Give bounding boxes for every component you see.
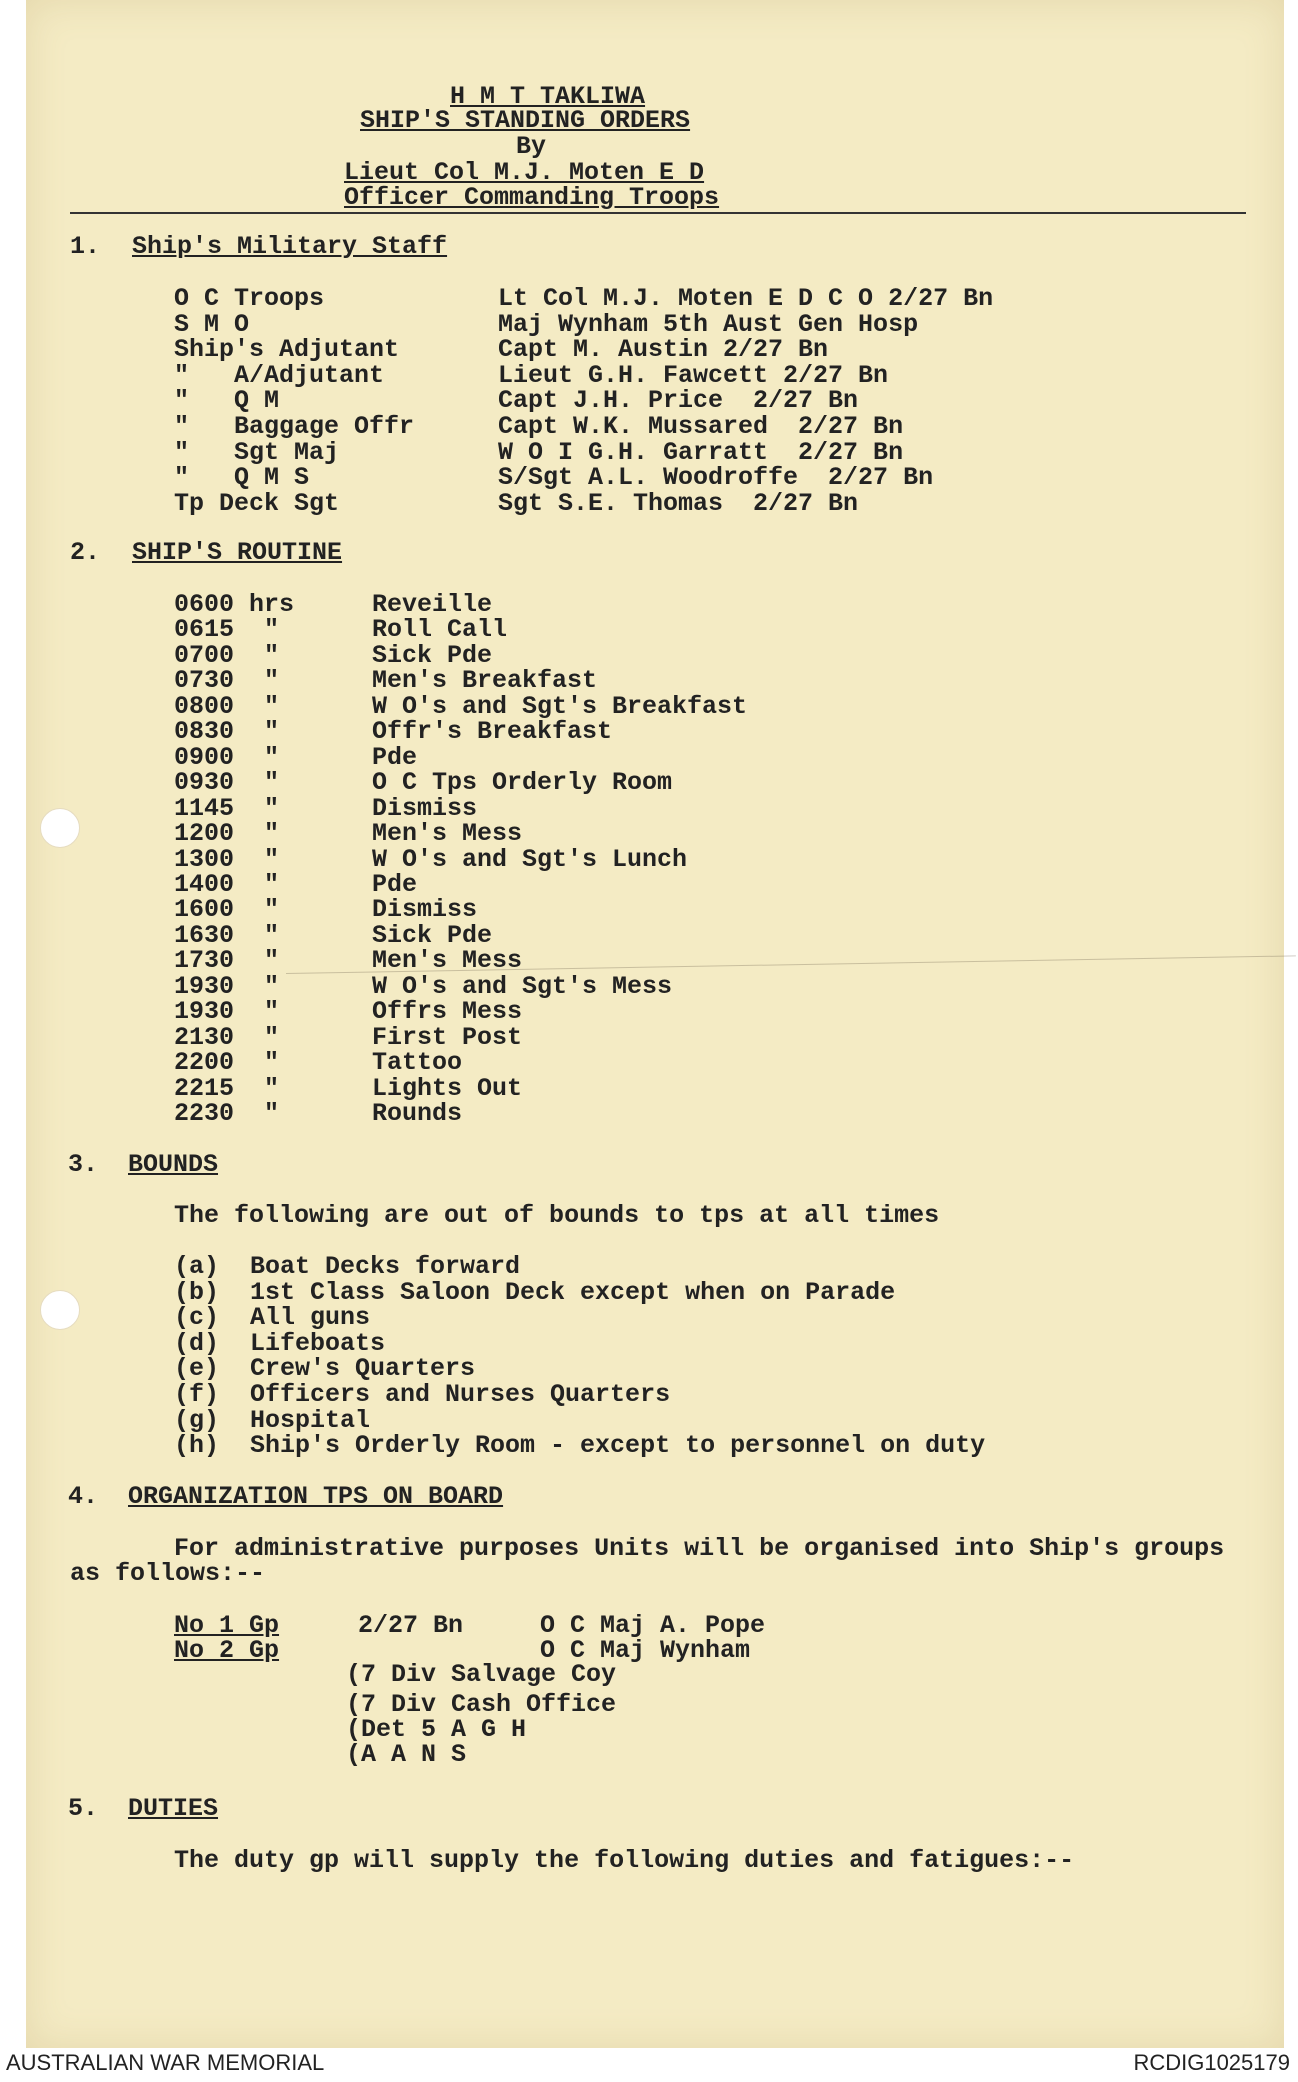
bounds-item-mark: (b): [174, 1277, 220, 1307]
routine-time: 0900 ": [174, 742, 280, 772]
group2-oc: O C Maj Wynham: [540, 1636, 751, 1665]
routine-time: 0800 ": [174, 691, 280, 721]
staff-name: Lieut G.H. Fawcett 2/27 Bn: [498, 360, 889, 390]
routine-time: 0700 ": [174, 640, 280, 670]
punch-hole-bottom: [40, 1290, 80, 1330]
ship-name: H M T TAKLIWA: [450, 82, 646, 111]
bounds-intro: The following are out of bounds to tps at all times: [174, 1201, 940, 1230]
routine-time: 2200 ": [174, 1048, 280, 1078]
punch-hole-top: [40, 808, 80, 848]
staff-post: " Baggage Offr: [174, 412, 415, 441]
staff-post: Ship's Adjutant: [174, 335, 400, 365]
group1-label: No 1 Gp: [174, 1611, 280, 1640]
group2-unit: (A A N S: [346, 1740, 467, 1769]
by-line: By: [516, 132, 547, 161]
bounds-item-text: Ship's Orderly Room - except to personnel on duty: [250, 1431, 986, 1461]
routine-event: Offrs Mess: [372, 997, 523, 1027]
routine-time: 1930 ": [174, 971, 280, 1001]
bounds-item-mark: (a): [174, 1252, 220, 1281]
group2-unit: (7 Div Salvage Coy: [346, 1660, 617, 1689]
staff-post: Tp Deck Sgt: [174, 488, 340, 518]
section1-title: Ship's Military Staff: [132, 232, 448, 261]
section3-number: 3.: [68, 1150, 99, 1179]
bounds-item-text: Lifeboats: [250, 1328, 386, 1358]
routine-event: W O's and Sgt's Breakfast: [372, 691, 748, 721]
section5-title: DUTIES: [128, 1794, 219, 1823]
routine-event: W O's and Sgt's Lunch: [372, 844, 688, 874]
bounds-item-text: Officers and Nurses Quarters: [250, 1380, 671, 1409]
routine-time: 1300 ": [174, 844, 280, 874]
routine-event: Roll Call: [372, 615, 508, 645]
routine-time: 1730 ": [174, 946, 280, 976]
routine-event: First Post: [372, 1022, 523, 1052]
routine-time: 0730 ": [174, 666, 280, 696]
organization-intro-line2: as follows:--: [70, 1559, 266, 1588]
header-rule: [70, 212, 1246, 214]
routine-event: Dismiss: [372, 793, 478, 823]
routine-event: Sick Pde: [372, 640, 493, 670]
routine-time: 0830 ": [174, 717, 280, 747]
routine-event: Lights Out: [372, 1073, 523, 1103]
author: Lieut Col M.J. Moten E D: [344, 158, 705, 187]
section3-title: BOUNDS: [128, 1150, 219, 1179]
routine-time: 1600 ": [174, 895, 280, 925]
section4-number: 4.: [68, 1482, 99, 1511]
routine-time: 2230 ": [174, 1099, 280, 1128]
group2-label: No 2 Gp: [174, 1636, 280, 1665]
staff-name: W O I G.H. Garratt 2/27 Bn: [498, 437, 904, 467]
routine-time: 1930 ": [174, 997, 280, 1027]
bounds-item-mark: (c): [174, 1303, 220, 1333]
footer-source: AUSTRALIAN WAR MEMORIAL: [6, 2050, 325, 2075]
routine-event: Pde: [372, 869, 418, 899]
routine-time: 1200 ": [174, 819, 280, 849]
staff-name: Capt J.H. Price 2/27 Bn: [498, 386, 859, 416]
group2-unit: (7 Div Cash Office: [346, 1690, 617, 1719]
staff-name: Maj Wynham 5th Aust Gen Hosp: [498, 309, 919, 339]
routine-time: 2130 ": [174, 1022, 280, 1052]
routine-event: Men's Mess: [372, 819, 523, 849]
routine-time: 0930 ": [174, 768, 280, 798]
duties-intro: The duty gp will supply the following duties and fatigues:--: [174, 1846, 1075, 1875]
staff-name: S/Sgt A.L. Woodroffe 2/27 Bn: [498, 463, 934, 493]
routine-event: Men's Mess: [372, 946, 523, 976]
bounds-item-mark: (d): [174, 1328, 220, 1358]
routine-event: Tattoo: [372, 1048, 463, 1078]
routine-event: Offr's Breakfast: [372, 717, 613, 747]
bounds-item-mark: (e): [174, 1354, 220, 1384]
routine-event: Men's Breakfast: [372, 666, 598, 696]
routine-event: Reveille: [372, 590, 493, 619]
bounds-item-text: All guns: [250, 1303, 371, 1333]
staff-name: Sgt S.E. Thomas 2/27 Bn: [498, 488, 859, 518]
section5-number: 5.: [68, 1794, 99, 1823]
routine-time: 0600 hrs: [174, 590, 295, 619]
routine-event: O C Tps Orderly Room: [372, 768, 673, 798]
group1-oc: O C Maj A. Pope: [540, 1611, 766, 1640]
group2-unit: (Det 5 A G H: [346, 1715, 527, 1744]
routine-event: Pde: [372, 742, 418, 772]
bounds-item-mark: (h): [174, 1431, 220, 1461]
routine-time: 1400 ": [174, 869, 280, 899]
bounds-item-mark: (f): [174, 1380, 220, 1409]
bounds-item-text: Hospital: [250, 1405, 371, 1435]
section4-title: ORGANIZATION TPS ON BOARD: [128, 1482, 504, 1511]
section1-number: 1.: [70, 232, 101, 261]
routine-time: 0615 ": [174, 615, 280, 645]
document-title: SHIP'S STANDING ORDERS: [360, 106, 691, 135]
bounds-item-text: Crew's Quarters: [250, 1354, 476, 1384]
routine-time: 1145 ": [174, 793, 280, 823]
staff-post: " A/Adjutant: [174, 360, 385, 390]
staff-post: " Sgt Maj: [174, 437, 340, 467]
routine-event: Sick Pde: [372, 920, 493, 950]
routine-event: W O's and Sgt's Mess: [372, 971, 673, 1001]
routine-time: 1630 ": [174, 920, 280, 950]
staff-name: Lt Col M.J. Moten E D C O 2/27 Bn: [498, 284, 994, 313]
routine-event: Dismiss: [372, 895, 478, 925]
bounds-item-mark: (g): [174, 1405, 220, 1435]
staff-post: " Q M S: [174, 463, 310, 493]
routine-event: Rounds: [372, 1099, 463, 1128]
section2-number: 2.: [70, 538, 101, 567]
document-page: [26, 0, 1284, 2048]
staff-name: Capt W.K. Mussared 2/27 Bn: [498, 412, 904, 441]
routine-time: 2215 ": [174, 1073, 280, 1103]
footer-id: RCDIG1025179: [1133, 2050, 1290, 2075]
group1-unit: 2/27 Bn: [358, 1611, 464, 1640]
organization-intro-line1: For administrative purposes Units will be organised into Ship's groups: [174, 1534, 1225, 1563]
staff-post: " Q M: [174, 386, 280, 416]
staff-post: S M O: [174, 309, 250, 339]
bounds-item-text: 1st Class Saloon Deck except when on Parade: [250, 1277, 896, 1307]
staff-name: Capt M. Austin 2/27 Bn: [498, 335, 829, 365]
section2-title: SHIP'S ROUTINE: [132, 538, 343, 567]
staff-post: O C Troops: [174, 284, 325, 313]
author-role: Officer Commanding Troops: [344, 183, 720, 212]
bounds-item-text: Boat Decks forward: [250, 1252, 521, 1281]
